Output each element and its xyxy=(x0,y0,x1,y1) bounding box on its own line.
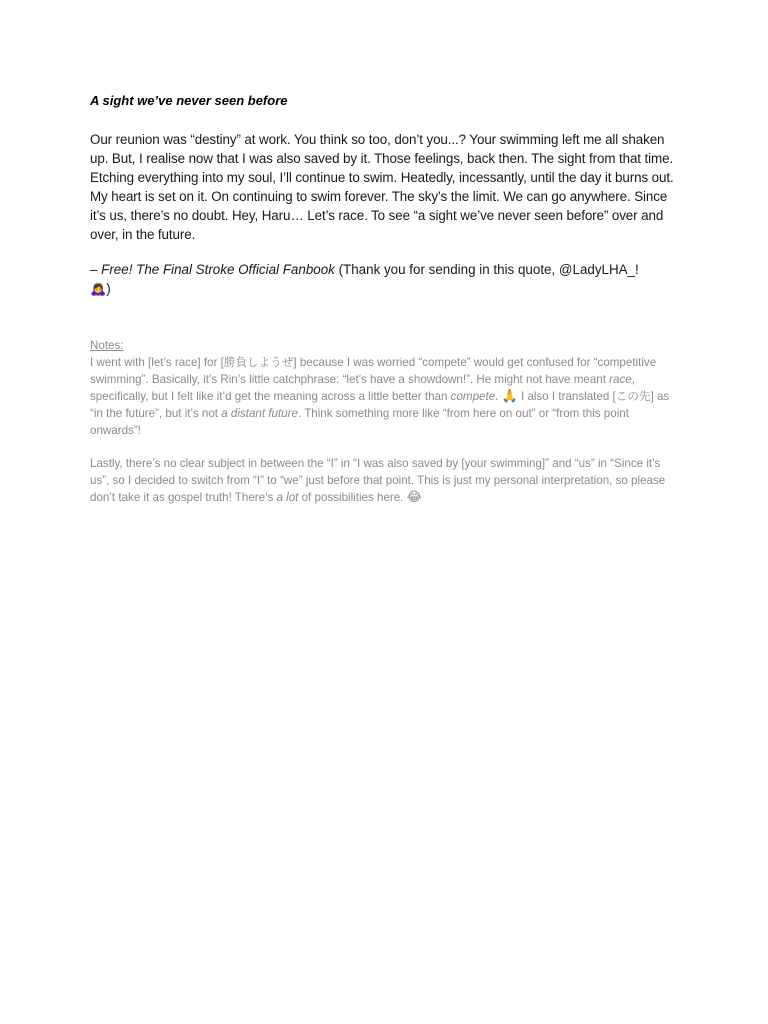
notes-p2-italic-a-lot: a lot xyxy=(276,491,299,504)
notes-section xyxy=(90,337,680,506)
document-page xyxy=(90,92,680,506)
credit-line xyxy=(90,260,680,299)
notes-p1-text-a: I went with [let’s race] for [勝負しようぜ] because I was worried “compete” would get confused for “competitive swimming”. Basically, it’s Rin’s little catchphrase: “let’s have a showdown!”. He might not have meant xyxy=(90,356,657,386)
folded-hands-emoji-icon: 🙏 xyxy=(501,389,518,404)
credit-suffix: ) xyxy=(106,281,111,296)
laughing-emoji-icon: 😂 xyxy=(406,490,422,505)
notes-p1-text-h: . Think something more like “from here on out” or “from this point onwards”! xyxy=(90,407,629,437)
credit-prefix: – xyxy=(90,262,102,277)
notes-p1-italic-distant-future: a distant future xyxy=(221,407,298,420)
quote-paragraph: Our reunion was “destiny” at work. You think so too, don’t you...? Your swimming left me all shaken up. But, I realise now that I was also saved by it. Those feelings, back then. The sight from that time. Etching everything into my soul, I’ll continue to swim. Heatedly, incessantly, until the day it burns out. My heart is set on it. On continuing to swim forever. The sky’s the limit. We can go anywhere. Since it’s us, there’s no doubt. Hey, Haru… Let’s race. To see “a sight we’ve never seen before” over and over, in the future. xyxy=(90,132,674,242)
notes-p1-italic-race: race xyxy=(609,373,632,386)
woman-bowing-emoji-icon: 🙇‍♀️ xyxy=(90,282,107,297)
notes-p1-text-c: , specifically, but I felt like it’d get the meaning across a little better than xyxy=(90,373,635,403)
notes-p2-text-a: Lastly, there’s no clear subject in between the “I” in “I was also saved by [your swimming]” and “us” in “Since it’s us”, so I decided to switch from “I” to “we” just before that point. This is just my personal interpretation, so please don’t take it as gospel truth! There’s xyxy=(90,457,666,504)
notes-p1-text-f: I also I translated [この先] as “in the future”, but it’s not xyxy=(90,390,670,420)
notes-p2-text-c: of possibilities here. xyxy=(298,491,407,504)
credit-source: Free! The Final Stroke Official Fanbook xyxy=(101,262,335,277)
notes-p1-italic-compete: compete xyxy=(450,390,496,403)
credit-thanks: (Thank you for sending in this quote, @LadyLHA_! xyxy=(334,262,639,277)
document-title: A sight we’ve never seen before xyxy=(90,93,288,108)
notes-p1-text-e: . xyxy=(495,390,502,403)
notes-paragraph-2 xyxy=(90,455,680,506)
notes-heading: Notes: xyxy=(90,339,124,352)
notes-paragraph-1 xyxy=(90,354,680,439)
